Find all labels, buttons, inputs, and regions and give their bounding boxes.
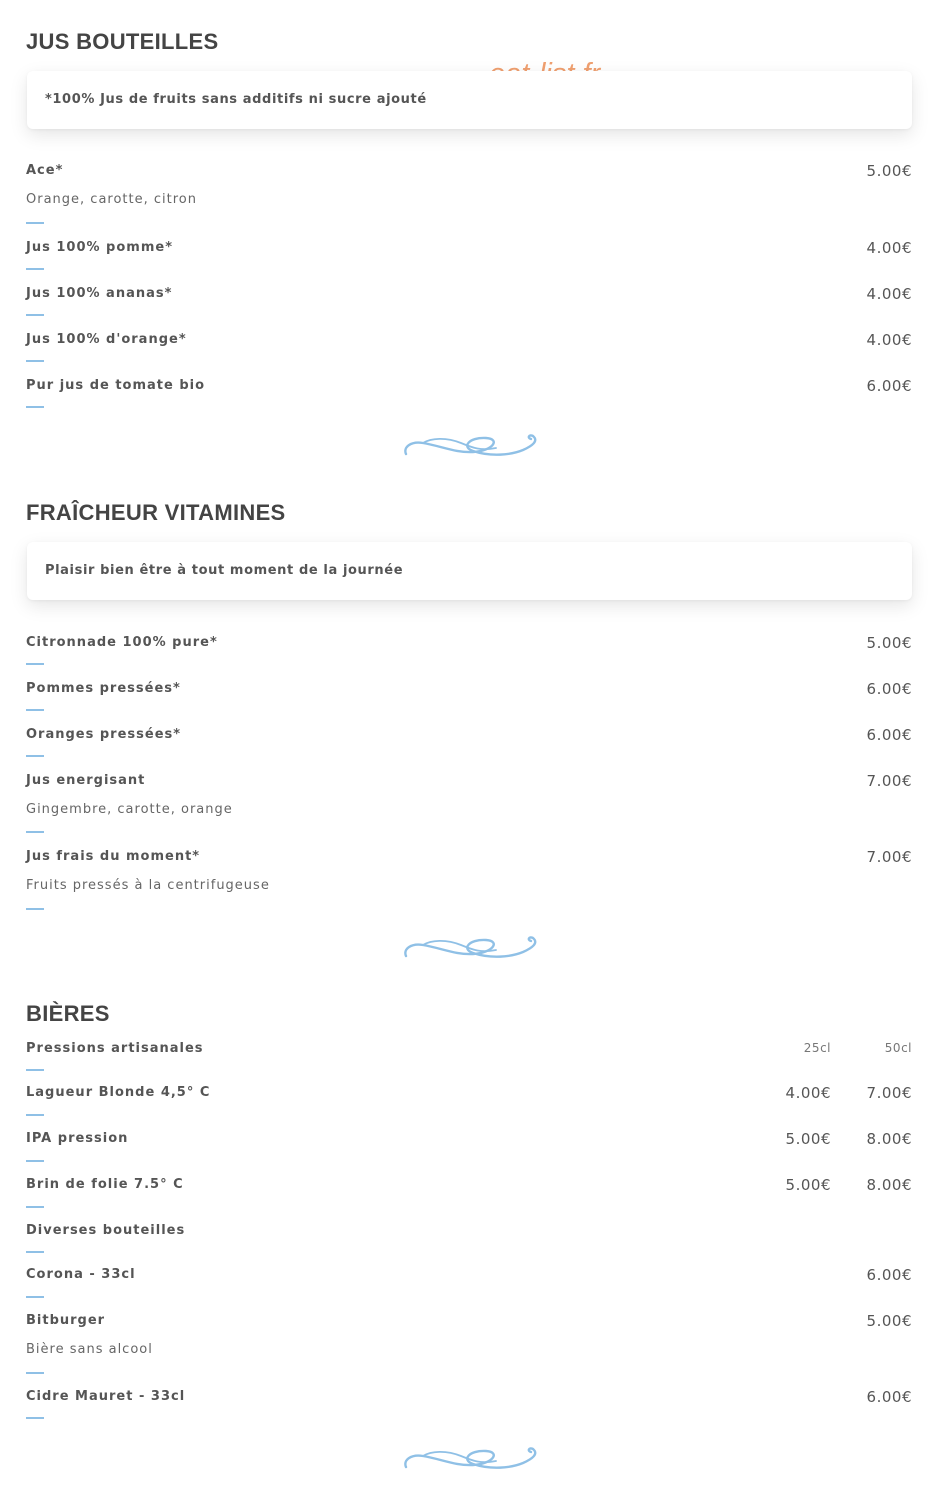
item-price-50cl: 8.00€ [866,1176,912,1194]
item-name: Citronnade 100% pure* [26,635,218,650]
section-title-bieres: BIÈRES [26,1001,110,1026]
item-price: 6.00€ [866,680,912,698]
item-price: 4.00€ [866,331,912,349]
section-note-fraicheur [27,542,912,600]
item-price-25cl: 5.00€ [785,1130,831,1148]
section-note-text: *100% Jus de fruits sans additifs ni sucre ajouté [45,92,427,107]
item-price: 5.00€ [866,634,912,652]
item-separator-dash [26,1372,44,1374]
item-name: Jus 100% pomme* [26,240,173,255]
item-separator-dash [26,1069,44,1071]
item-price-50cl: 7.00€ [866,1084,912,1102]
item-name: Corona - 33cl [26,1267,136,1282]
item-price: 5.00€ [866,162,912,180]
flourish-ornament-icon [401,935,538,961]
item-separator-dash [26,755,44,757]
item-name: Bitburger [26,1313,106,1328]
item-separator-dash [26,1160,44,1162]
item-separator-dash [26,908,44,910]
item-description: Bière sans alcool [26,1342,153,1357]
item-separator-dash [26,663,44,665]
flourish-ornament-icon [401,1446,538,1472]
item-price-50cl: 8.00€ [866,1130,912,1148]
item-price: 4.00€ [866,285,912,303]
item-name: IPA pression [26,1131,129,1146]
item-name: Pur jus de tomate bio [26,378,206,393]
flourish-ornament-icon [401,433,538,459]
item-price: 6.00€ [866,726,912,744]
item-name: Jus energisant [26,773,146,788]
section-note-text: Plaisir bien être à tout moment de la journée [45,563,404,578]
section-note-jus [27,71,912,129]
item-name: Oranges pressées* [26,727,182,742]
item-name: Jus 100% d'orange* [26,332,187,347]
item-name: Ace* [26,163,64,178]
item-price-25cl: 4.00€ [785,1084,831,1102]
item-name: Pommes pressées* [26,681,181,696]
item-description: Fruits pressés à la centrifugeuse [26,878,270,893]
item-name: Jus frais du moment* [26,849,201,864]
item-name: Brin de folie 7.5° C [26,1177,184,1192]
column-header-25cl: 25cl [803,1041,831,1055]
item-separator-dash [26,709,44,711]
section-title-jus: JUS BOUTEILLES [26,29,219,54]
item-separator-dash [26,314,44,316]
subsection-label: Diverses bouteilles [26,1223,186,1238]
item-description: Orange, carotte, citron [26,192,197,207]
item-separator-dash [26,1417,44,1419]
item-price: 6.00€ [866,1388,912,1406]
item-separator-dash [26,1114,44,1116]
item-separator-dash [26,222,44,224]
item-separator-dash [26,831,44,833]
item-name: Cidre Mauret - 33cl [26,1389,186,1404]
item-separator-dash [26,1251,44,1253]
subsection-label: Pressions artisanales [26,1041,204,1056]
item-separator-dash [26,1206,44,1208]
item-name: Lagueur Blonde 4,5° C [26,1085,211,1100]
item-price: 7.00€ [866,848,912,866]
item-price: 5.00€ [866,1312,912,1330]
item-separator-dash [26,406,44,408]
item-separator-dash [26,360,44,362]
item-price-25cl: 5.00€ [785,1176,831,1194]
section-title-fraicheur: FRAÎCHEUR VITAMINES [26,500,286,525]
item-price: 7.00€ [866,772,912,790]
item-price: 6.00€ [866,377,912,395]
item-name: Jus 100% ananas* [26,286,173,301]
item-separator-dash [26,1296,44,1298]
item-price: 6.00€ [866,1266,912,1284]
item-price: 4.00€ [866,239,912,257]
column-header-50cl: 50cl [884,1041,912,1055]
item-separator-dash [26,268,44,270]
item-description: Gingembre, carotte, orange [26,802,233,817]
